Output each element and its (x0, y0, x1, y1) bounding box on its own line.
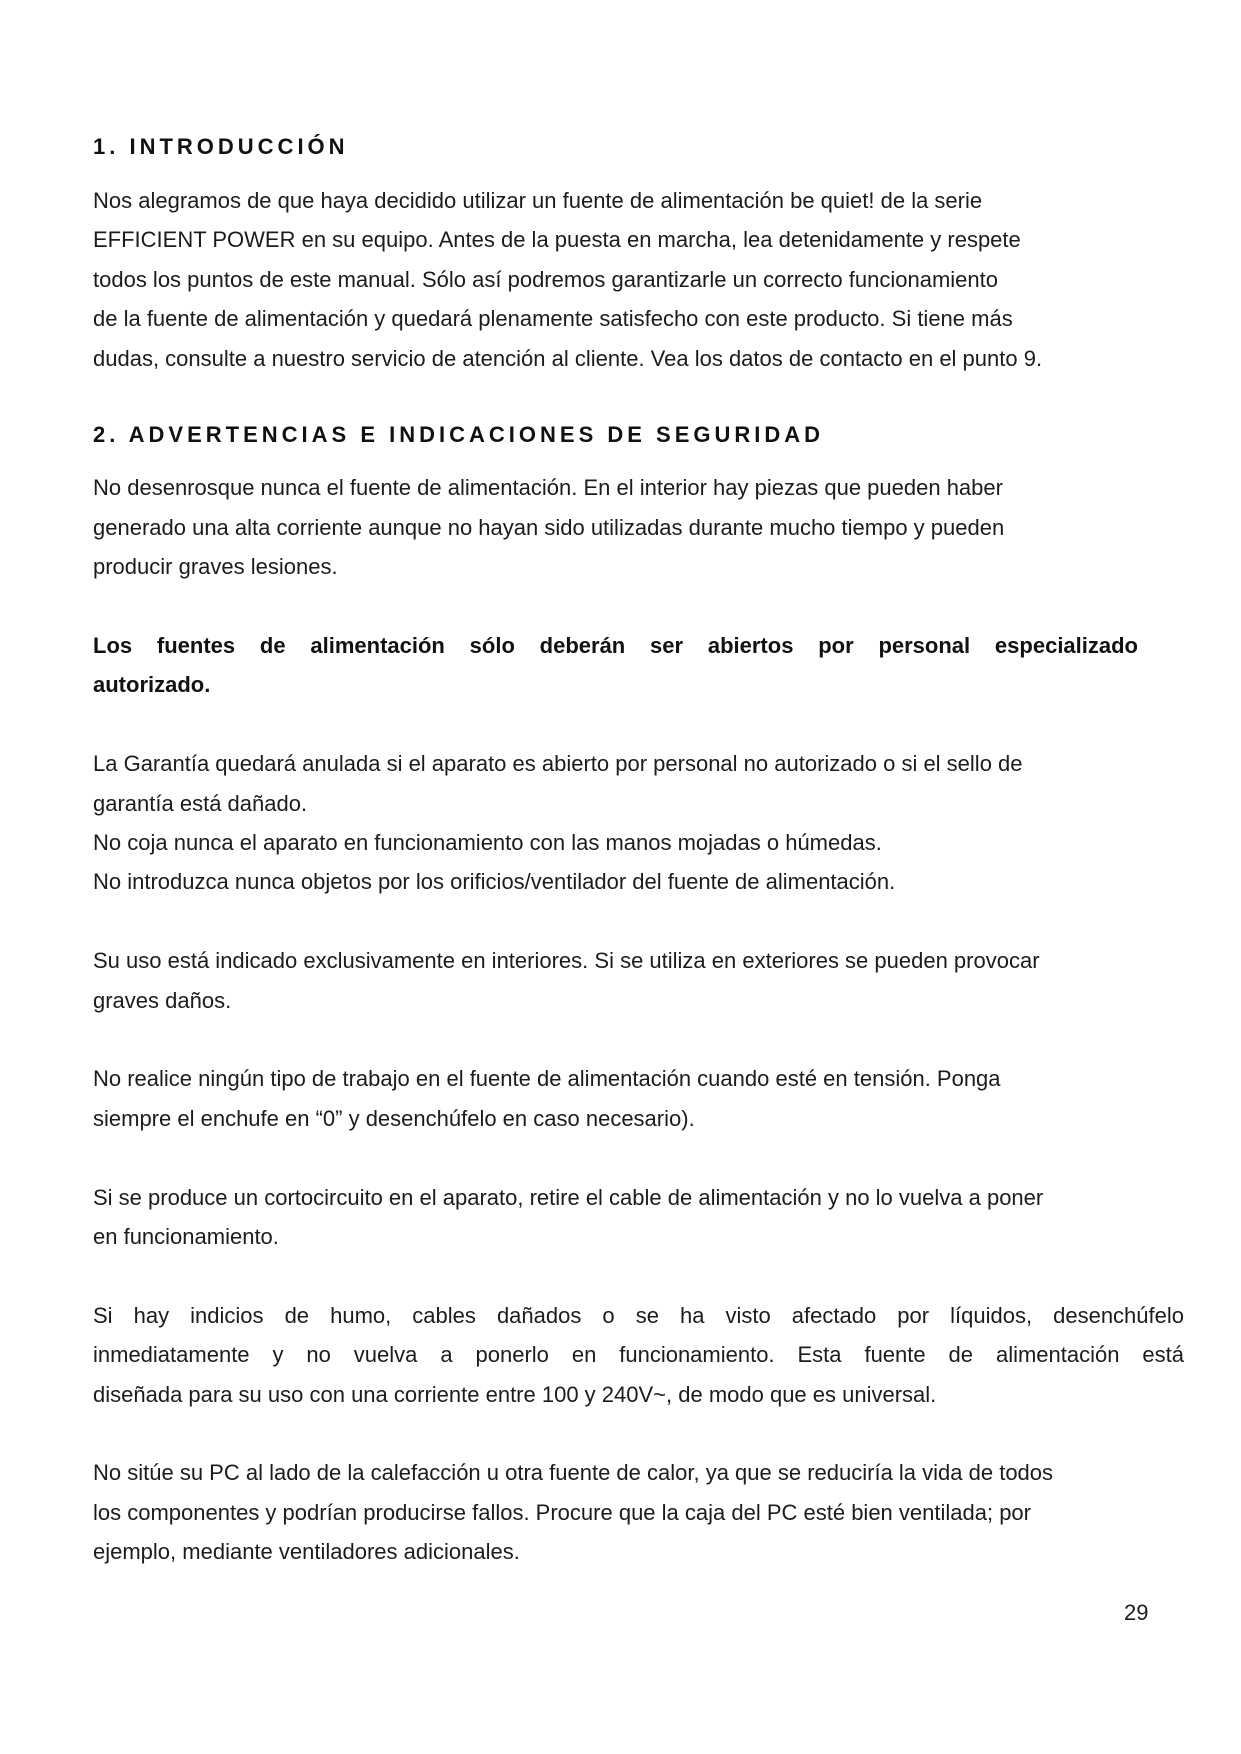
text-line: inmediatamente y no vuelva a ponerlo en funcionamiento. Esta fuente de alimentación está (93, 1342, 1184, 1368)
smoke-paragraph (93, 1296, 1184, 1414)
tension-paragraph (93, 1059, 1184, 1138)
text-line: No introduzca nunca objetos por los orificios/ventilador del fuente de alimentación. (93, 869, 896, 895)
text-line: siempre el enchufe en “0” y desenchúfelo en caso necesario). (93, 1105, 695, 1131)
text-line: Nos alegramos de que haya decidido utilizar un fuente de alimentación be quiet! de la serie (93, 188, 983, 213)
text-line: autorizado. (93, 672, 211, 698)
text-line: Su uso está indicado exclusivamente en interiores. Si se utiliza en exteriores se pueden provocar (93, 948, 1040, 974)
short-circuit-paragraph (93, 1178, 1184, 1257)
text-line: EFFICIENT POWER en su equipo. Antes de la puesta en marcha, lea detenidamente y respete (93, 227, 1021, 253)
indoor-use-paragraph (93, 941, 1184, 1020)
text-line: Si hay indicios de humo, cables dañados o se ha visto afectado por líquidos, desenchúfelo (93, 1302, 1184, 1328)
text-line: La Garantía quedará anulada si el aparato es abierto por personal no autorizado o si el sello de (93, 751, 1023, 777)
text-line: los componentes y podrían producirse fallos. Procure que la caja del PC esté bien ventilada; por (93, 1499, 1031, 1525)
page-number: 29 (1124, 1600, 1149, 1625)
text-line: ejemplo, mediante ventiladores adicionales. (93, 1539, 520, 1565)
warranty-paragraph (93, 744, 1184, 902)
text-line: No sitúe su PC al lado de la calefacción u otra fuente de calor, ya que se reduciría la vida de todos (93, 1460, 1054, 1486)
text-line: en funcionamiento. (93, 1224, 279, 1250)
text-line: de la fuente de alimentación y quedará plenamente satisfecho con este producto. Si tiene más (93, 306, 1013, 332)
unscrew-paragraph (93, 468, 1184, 586)
text-line: Si se produce un cortocircuito en el aparato, retire el cable de alimentación y no lo vuelva a poner (93, 1184, 1044, 1210)
text-line: No desenrosque nunca el fuente de alimentación. En el interior hay piezas que pueden haber (93, 475, 1003, 501)
text-line: garantía está dañado. (93, 790, 308, 816)
section-heading-safety: 2. ADVERTENCIAS E INDICACIONES DE SEGURIDAD (93, 422, 825, 448)
authorized-personnel-notice (93, 626, 1184, 705)
text-line: graves daños. (93, 987, 232, 1013)
text-line: todos los puntos de este manual. Sólo así podremos garantizarle un correcto funcionamiento (93, 266, 998, 292)
page-content (93, 127, 1184, 1572)
text-line: producir graves lesiones. (93, 554, 338, 580)
text-line: No realice ningún tipo de trabajo en el fuente de alimentación cuando esté en tensión. Ponga (93, 1066, 1001, 1092)
section-heading-introduction: 1. INTRODUCCIÓN (93, 134, 349, 159)
text-line: dudas, consulte a nuestro servicio de atención al cliente. Vea los datos de contacto en el punto 9. (93, 345, 1043, 371)
intro-paragraph (93, 181, 1184, 378)
heat-source-paragraph (93, 1453, 1184, 1571)
text-line: No coja nunca el aparato en funcionamiento con las manos mojadas o húmedas. (93, 830, 882, 856)
text-line: diseñada para su uso con una corriente entre 100 y 240V~, de modo que es universal. (93, 1381, 937, 1407)
text-line: generado una alta corriente aunque no hayan sido utilizadas durante mucho tiempo y pueden (93, 514, 1005, 540)
text-line: Los fuentes de alimentación sólo deberán ser abiertos por personal especializado (93, 633, 1138, 659)
